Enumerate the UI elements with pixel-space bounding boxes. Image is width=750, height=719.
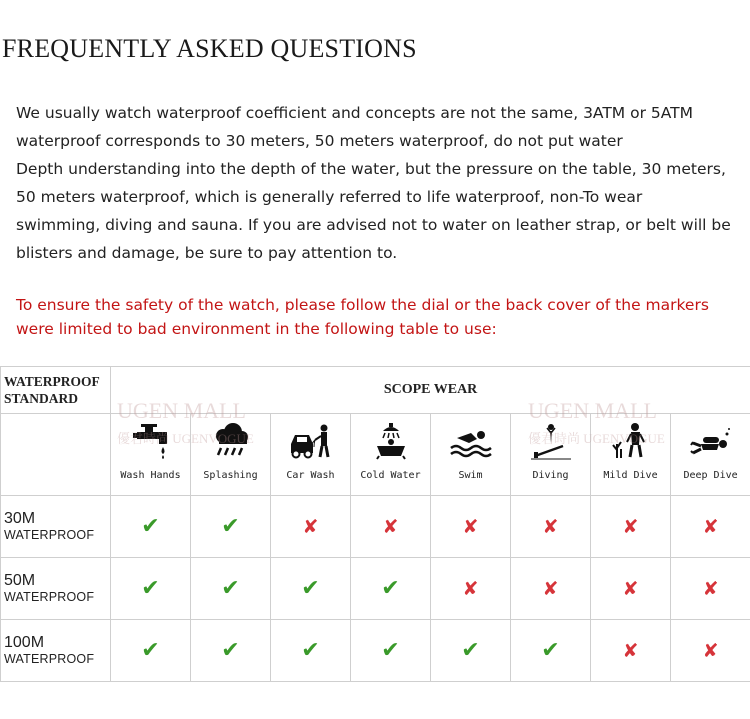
- cross-icon: ✘: [622, 639, 639, 662]
- activity-diving: [511, 414, 591, 496]
- standard-header: WATERPROOF STANDARD: [1, 367, 111, 414]
- waterproof-table: [0, 366, 750, 682]
- rating-cell: [191, 620, 271, 682]
- waterproof-label: WATERPROOF: [4, 527, 95, 542]
- cross-icon: ✘: [622, 577, 639, 600]
- cross-icon: ✘: [462, 515, 479, 538]
- empty-corner-cell: [1, 414, 111, 496]
- watermark-logo: UGEN MALL: [528, 398, 657, 423]
- rating-cell: [511, 620, 591, 682]
- mild-dive-icon: [609, 422, 653, 460]
- cross-icon: ✘: [302, 515, 319, 538]
- activity-label: Swim: [458, 470, 483, 481]
- cross-icon: ✘: [462, 577, 479, 600]
- activity-swim: [431, 414, 511, 496]
- intro-paragraph-2: Depth understanding into the depth of the water, but the pressure on the table, 30 meters, 50 meters waterproof, which is generally referred to life waterproof, non-To wear swimming, diving and sauna. If you are advised not to water on leather strap, or belt will be blisters and damage, be sure to pay attention to.: [16, 160, 731, 262]
- rating-cell: [511, 496, 591, 558]
- rating-row-50m: [1, 558, 750, 620]
- cross-icon: ✘: [542, 515, 559, 538]
- activity-cold-water: [351, 414, 431, 496]
- waterproof-label: WATERPROOF: [4, 589, 95, 604]
- row-header: [1, 620, 111, 682]
- rating-cell: [431, 558, 511, 620]
- activity-label: Mild Dive: [603, 470, 658, 481]
- rating-cell: [191, 496, 271, 558]
- row-header: [1, 496, 111, 558]
- activity-label: Wash Hands: [120, 470, 181, 481]
- activity-car-wash: [271, 414, 351, 496]
- swimmer-icon: [449, 422, 493, 460]
- rating-cell: [271, 558, 351, 620]
- row-header: [1, 558, 111, 620]
- cross-icon: ✘: [702, 577, 719, 600]
- depth-label: 100M: [4, 633, 45, 651]
- activity-label: Car Wash: [286, 470, 335, 481]
- activity-mild-dive: [591, 414, 671, 496]
- rain-cloud-icon: [209, 422, 253, 460]
- watermark-logo: UGEN MALL: [117, 398, 246, 423]
- activity-label: Deep Dive: [683, 470, 738, 481]
- check-icon: ✔: [141, 514, 160, 539]
- cross-icon: ✘: [702, 639, 719, 662]
- cross-icon: ✘: [382, 515, 399, 538]
- rating-row-30m: [1, 496, 750, 558]
- check-icon: ✔: [381, 576, 400, 601]
- rating-cell: [511, 558, 591, 620]
- rating-cell: [591, 496, 671, 558]
- car-wash-icon: [289, 422, 333, 460]
- rating-cell: [351, 558, 431, 620]
- check-icon: ✔: [381, 638, 400, 663]
- rating-cell: [591, 558, 671, 620]
- check-icon: ✔: [221, 514, 240, 539]
- cross-icon: ✘: [702, 515, 719, 538]
- activity-row: [1, 414, 750, 496]
- activity-label: Diving: [532, 470, 569, 481]
- table-header-row: [1, 367, 750, 414]
- rating-cell: [111, 496, 191, 558]
- check-icon: ✔: [221, 638, 240, 663]
- check-icon: ✔: [221, 576, 240, 601]
- check-icon: ✔: [301, 638, 320, 663]
- depth-label: 30M: [4, 509, 36, 527]
- rating-cell: [431, 620, 511, 682]
- scuba-diver-icon: [689, 422, 733, 460]
- watermark-text: 優君時尚 UGENVOGUE: [528, 431, 665, 446]
- page-title: FREQUENTLY ASKED QUESTIONS: [2, 34, 417, 63]
- rating-cell: [111, 558, 191, 620]
- rating-cell: [271, 620, 351, 682]
- check-icon: ✔: [141, 576, 160, 601]
- rating-cell: [431, 496, 511, 558]
- check-icon: ✔: [141, 638, 160, 663]
- activity-splashing: [191, 414, 271, 496]
- rating-cell: [111, 620, 191, 682]
- intro-text: [16, 99, 731, 267]
- depth-label: 50M: [4, 571, 36, 589]
- rating-row-100m: [1, 620, 750, 682]
- rating-cell: [591, 620, 671, 682]
- waterproof-label: WATERPROOF: [4, 651, 95, 666]
- check-icon: ✔: [461, 638, 480, 663]
- intro-paragraph-1: We usually watch waterproof coefficient and concepts are not the same, 3ATM or 5ATM waterproof corresponds to 30 meters, 50 meters waterproof, do not put water: [16, 104, 693, 150]
- cross-icon: ✘: [542, 577, 559, 600]
- activity-label: Cold Water: [360, 470, 421, 481]
- rating-cell: [671, 496, 750, 558]
- activity-label: Splashing: [203, 470, 258, 481]
- rating-cell: [271, 496, 351, 558]
- activity-deep-dive: [671, 414, 750, 496]
- check-icon: ✔: [301, 576, 320, 601]
- shower-bath-icon: [369, 422, 413, 460]
- rating-cell: [351, 620, 431, 682]
- scope-header: SCOPE WEAR: [111, 367, 750, 414]
- faucet-icon: [129, 422, 173, 460]
- rating-cell: [351, 496, 431, 558]
- rating-cell: [671, 620, 750, 682]
- watermark-text: 優君時尚 UGENVOGUE: [117, 431, 254, 446]
- check-icon: ✔: [541, 638, 560, 663]
- diving-board-icon: [529, 422, 573, 460]
- cross-icon: ✘: [622, 515, 639, 538]
- rating-cell: [191, 558, 271, 620]
- safety-warning: To ensure the safety of the watch, please follow the dial or the back cover of the markers were limited to bad environment in the following table to use:: [16, 296, 709, 338]
- rating-cell: [671, 558, 750, 620]
- activity-wash-hands: [111, 414, 191, 496]
